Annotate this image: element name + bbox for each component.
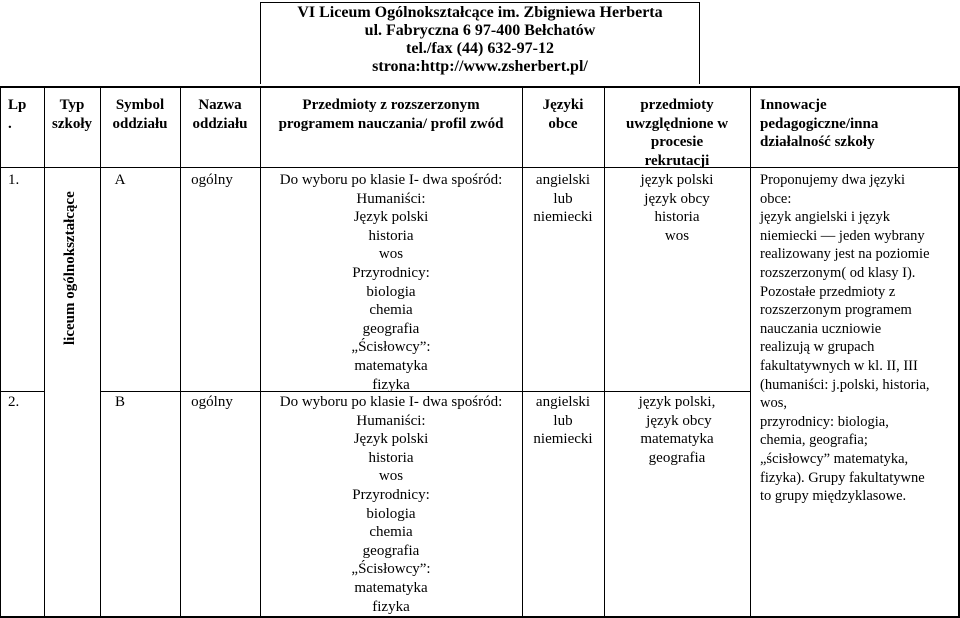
school-address: ul. Fabryczna 6 97-400 Bełchatów bbox=[364, 22, 596, 39]
header-extended-subjects: Przedmioty z rozszerzonym programem nauczania/ profil zwód bbox=[278, 97, 504, 132]
row2-languages: angielski lub niemiecki bbox=[533, 394, 593, 448]
school-name: VI Liceum Ogólnokształcące im. Zbigniewa Herberta bbox=[297, 4, 663, 21]
school-phone: tel./fax (44) 632-97-12 bbox=[406, 40, 554, 57]
school-website: strona:http://www.zsherbert.pl/ bbox=[372, 58, 588, 75]
list-item: „Ścisłowcy”: bbox=[351, 339, 431, 356]
list-item: fizyka bbox=[372, 376, 410, 393]
list-item: Humaniści: bbox=[356, 412, 426, 429]
header-school-type: Typ szkoły bbox=[51, 97, 92, 132]
header-foreign-languages: Języki obce bbox=[542, 97, 584, 132]
school-type-vertical: liceum ogólnokształcące bbox=[62, 191, 78, 345]
row1-lp: 1. bbox=[8, 172, 20, 188]
list-item: geografia bbox=[362, 320, 420, 337]
list-item: chemia bbox=[369, 524, 413, 541]
list-item: Przyrodnicy: bbox=[352, 486, 430, 503]
list-item: matematyka bbox=[354, 579, 428, 596]
row1-recruitment: język polski język obcy historia wos bbox=[640, 172, 714, 244]
header-class-name: Nazwa oddziału bbox=[192, 97, 248, 132]
list-item: Język polski bbox=[353, 431, 429, 448]
list-item: „Ścisłowcy”: bbox=[351, 561, 431, 578]
list-item: chemia bbox=[369, 302, 413, 319]
row2-symbol: B bbox=[114, 394, 125, 410]
list-item: fizyka bbox=[372, 598, 410, 615]
row2-subjects bbox=[262, 393, 520, 616]
row2-class-name: ogólny bbox=[191, 394, 233, 410]
list-item: historia bbox=[368, 449, 414, 466]
school-header bbox=[0, 0, 960, 76]
list-item: Przyrodnicy: bbox=[352, 264, 430, 281]
list-item: wos bbox=[378, 246, 404, 263]
header-class-symbol: Symbol oddziału bbox=[112, 97, 168, 132]
innovations-text: Proponujemy dwa języki obce: język angielski i język niemiecki — jeden wybrany realizowany jest na poziomie rozszerzonym( od klasy I). Pozostałe przedmioty z rozszerzonym programem nauczania uczniowie realizują w grupach fakultatywnych w kl. II, III (humaniści: j.polski, historia, wos, przyrodnicy: biologia, chemia, geografia; „ścisłowcy” matematyka, fizyka). Grupy fakultatywne to grupy międzyklasowe. bbox=[760, 172, 930, 505]
list-item: Do wyboru po klasie I- dwa spośród: bbox=[279, 394, 503, 410]
header-innovations: Innowacje pedagogiczne/inna działalność szkoły bbox=[760, 97, 879, 151]
list-item: Humaniści: bbox=[356, 190, 426, 207]
list-item: wos bbox=[378, 468, 404, 485]
list-item: geografia bbox=[362, 542, 420, 559]
row2-recruitment: język polski, język obcy matematyka geografia bbox=[638, 394, 716, 466]
row1-languages: angielski lub niemiecki bbox=[533, 172, 593, 226]
list-item: Do wyboru po klasie I- dwa spośród: bbox=[279, 172, 503, 188]
header-lp: Lp . bbox=[8, 97, 27, 132]
row1-symbol: A bbox=[114, 172, 126, 188]
list-item: biologia bbox=[366, 283, 416, 300]
row1-class-name: ogólny bbox=[191, 172, 233, 188]
header-recruitment-subjects: przedmioty uwzględnione w procesie rekrutacji bbox=[625, 97, 729, 169]
list-item: Język polski bbox=[353, 209, 429, 226]
row2-lp: 2. bbox=[8, 394, 20, 410]
list-item: biologia bbox=[366, 505, 416, 522]
row1-subjects bbox=[262, 171, 520, 394]
list-item: historia bbox=[368, 227, 414, 244]
list-item: matematyka bbox=[354, 357, 428, 374]
